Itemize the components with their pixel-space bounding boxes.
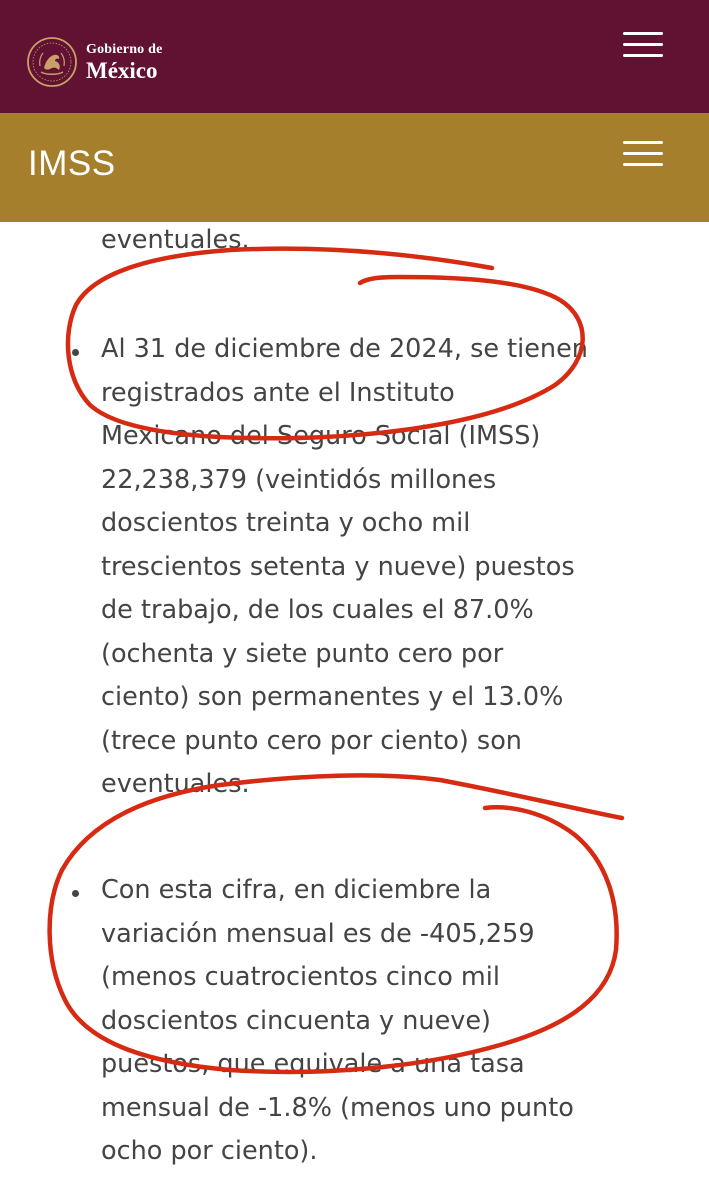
hamburger-menu-icon	[623, 141, 663, 144]
text-line: registrados ante el Instituto	[101, 377, 455, 408]
text-line: Mexicano del Seguro Social (IMSS)	[101, 421, 541, 451]
gob-line2: México	[86, 57, 158, 83]
imss-menu-button[interactable]	[623, 141, 663, 167]
gob-logo[interactable]	[26, 36, 162, 88]
bullet-dot	[72, 890, 79, 897]
mexico-coat-of-arms-icon	[26, 36, 78, 88]
text-line: Al 31 de diciembre de 2024, se tienen	[101, 334, 588, 364]
text-line: puestos, que equivale a una tasa	[101, 1049, 525, 1079]
text-line: eventuales.	[101, 225, 250, 255]
text-line: (menos cuatrocientos cinco mil	[101, 962, 500, 992]
text-line: Con esta cifra, en diciembre la	[101, 875, 492, 905]
list-item-bullet-1	[101, 328, 661, 807]
bullet-dot	[72, 349, 79, 356]
hamburger-menu-icon	[623, 32, 663, 35]
site-title[interactable]: IMSS	[28, 144, 116, 183]
text-line: mensual de -1.8% (menos uno punto	[101, 1092, 574, 1123]
text-line: (ochenta y siete punto cero por	[101, 638, 504, 669]
text-line: de trabajo, de los cuales el 87.0%	[101, 595, 534, 625]
gob-wordmark	[86, 43, 162, 82]
text-line: trescientos setenta y nueve) puestos	[101, 551, 575, 582]
list-item-bullet-2	[101, 869, 661, 1174]
gob-menu-button[interactable]	[623, 32, 663, 58]
text-line: (trece punto cero por ciento) son	[101, 725, 522, 756]
text-line: doscientos treinta y ocho mil	[101, 508, 471, 538]
text-line: 22,238,379 (veintidós millones	[101, 464, 497, 495]
text-line: ciento) son permanentes y el 13.0%	[101, 682, 564, 712]
article-content	[0, 222, 709, 1200]
partial-previous-text	[101, 222, 661, 263]
text-line: doscientos cincuenta y nueve)	[101, 1005, 491, 1036]
text-line: variación mensual es de -405,259	[101, 918, 535, 949]
text-line: ocho por ciento).	[101, 1136, 318, 1166]
text-line: eventuales.	[101, 769, 250, 799]
gob-header	[0, 0, 709, 113]
gob-line1: Gobierno de	[86, 41, 163, 57]
